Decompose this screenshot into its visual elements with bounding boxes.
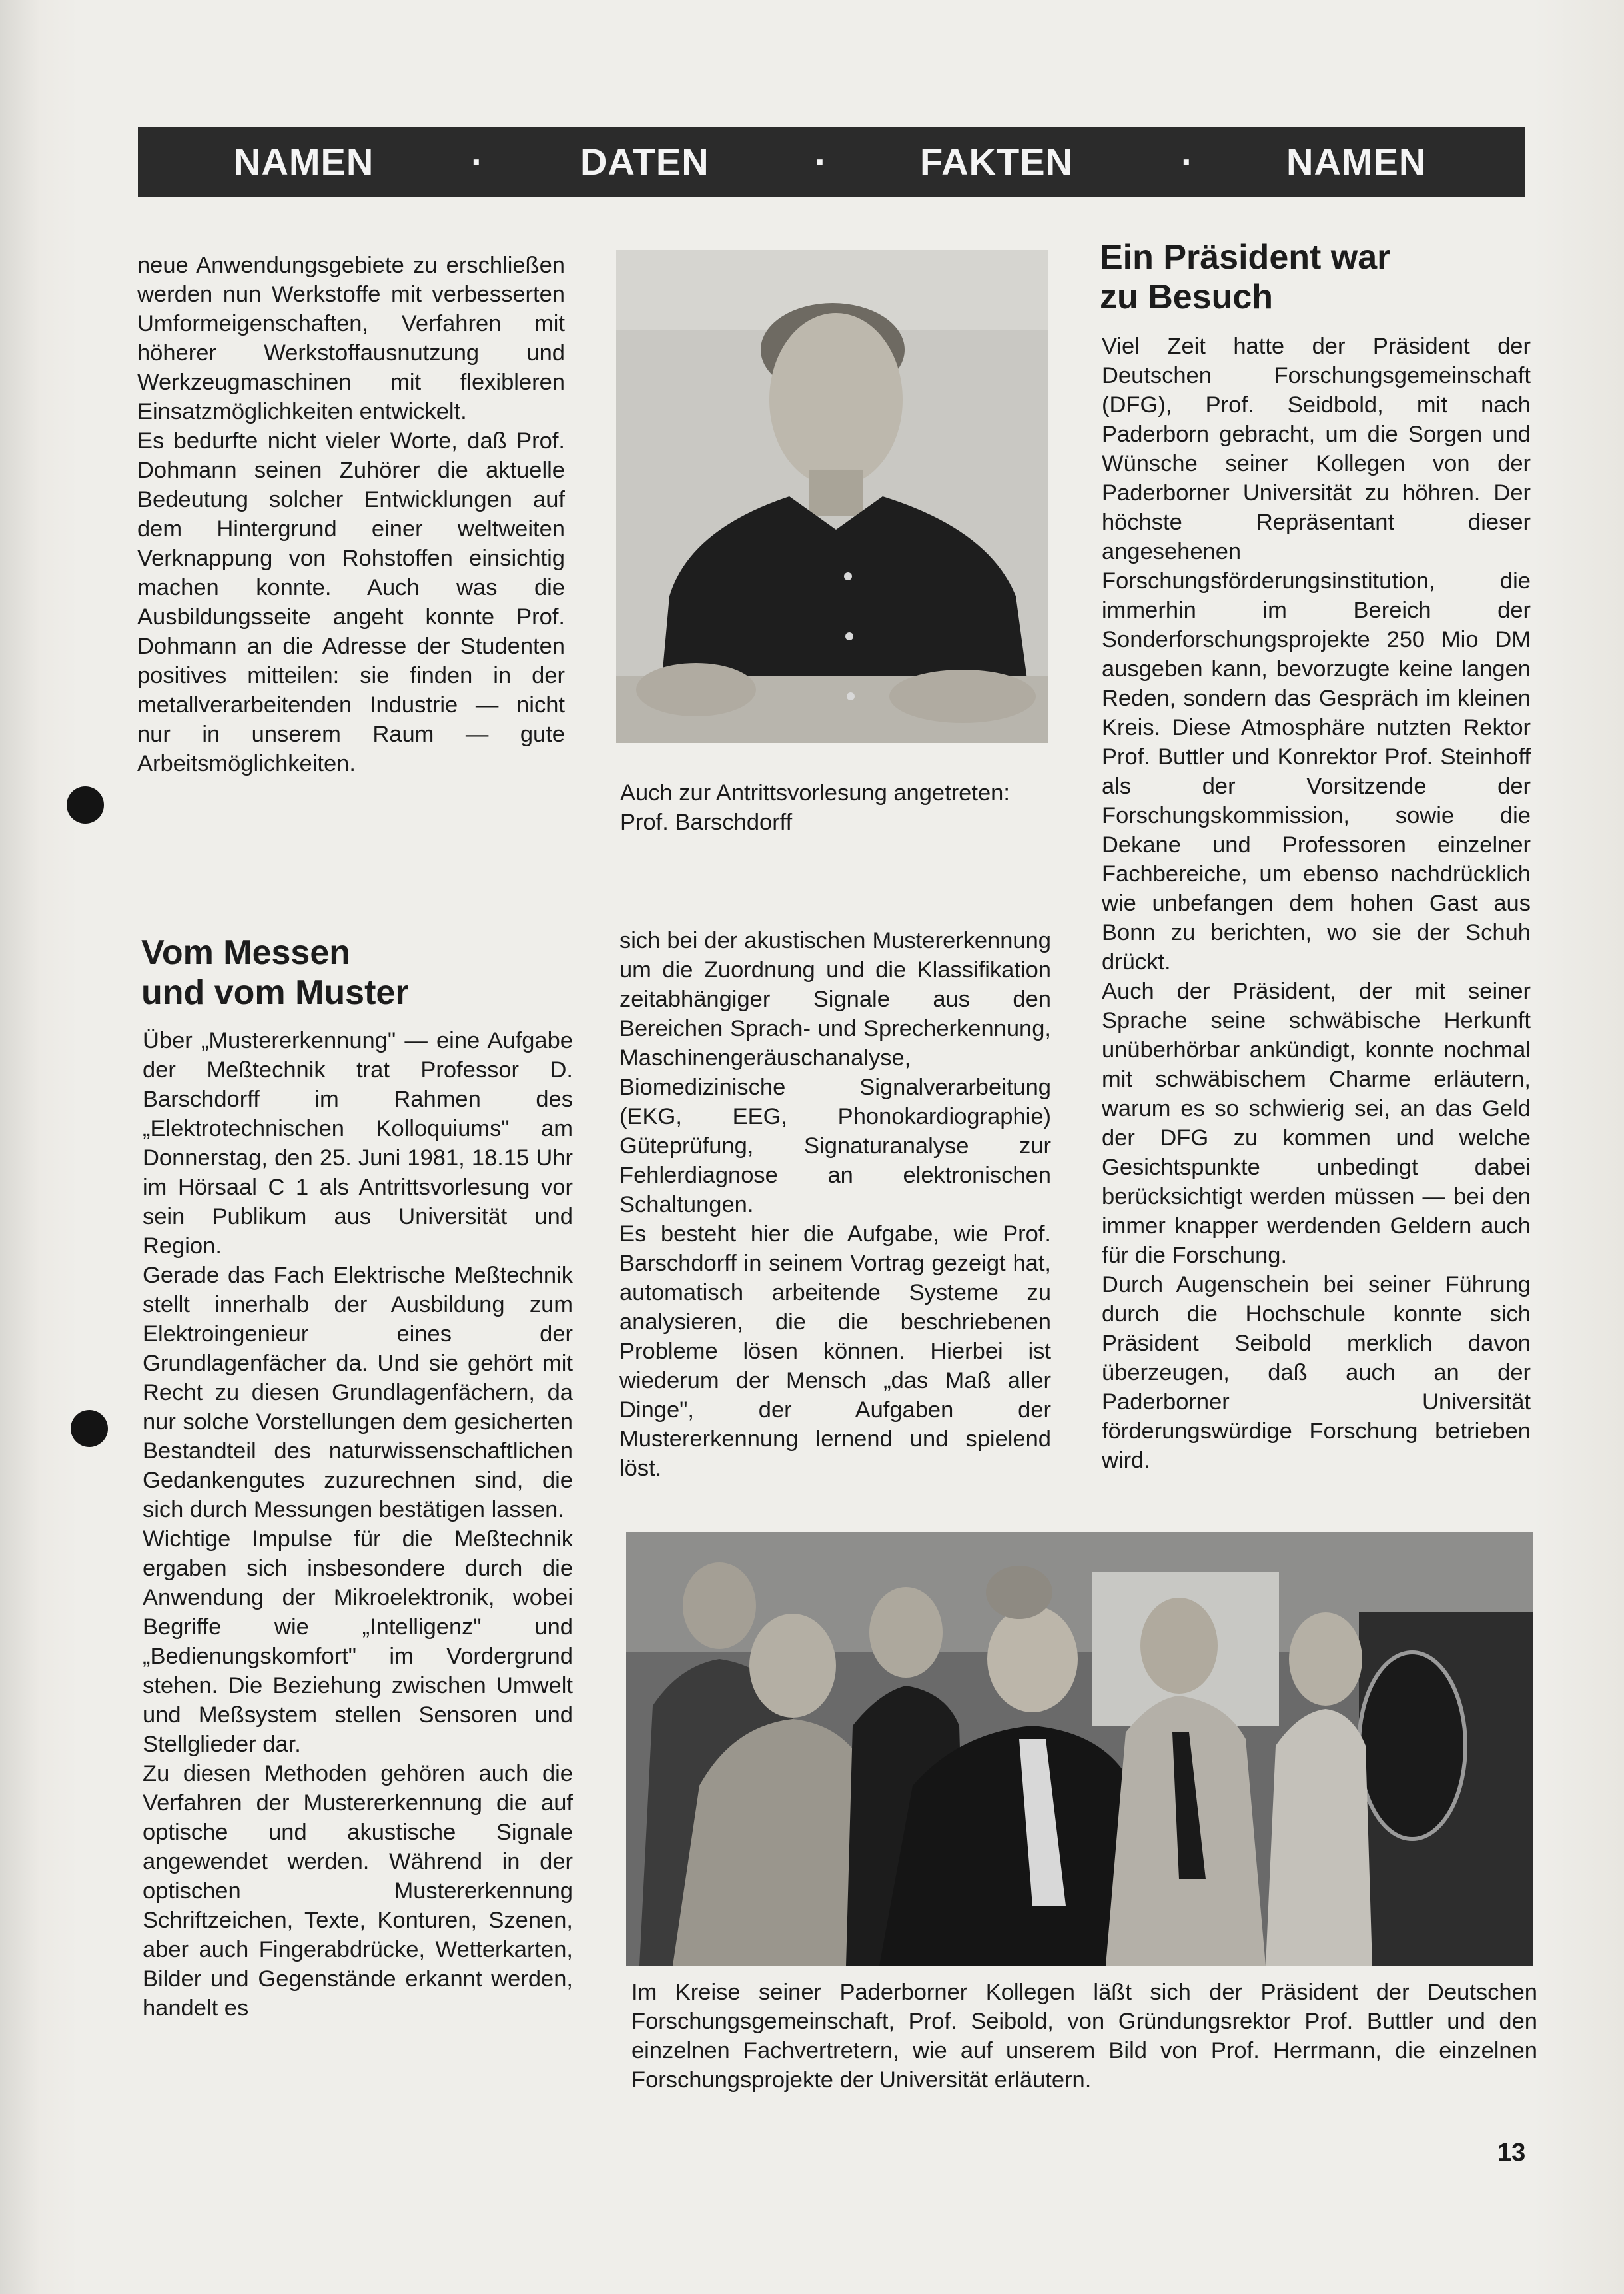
headline-line: und vom Muster	[141, 973, 409, 1012]
article-messen-continuation	[619, 926, 1051, 1483]
headline-line: zu Besuch	[1100, 278, 1274, 316]
headline-line: Ein Präsident war	[1100, 238, 1391, 277]
paragraph: Es besteht hier die Aufgabe, wie Prof. Barschdorff in seinem Vortrag gezeigt hat, automatisch arbeitende Systeme zu analysieren, die die beschriebenen Probleme lösen können. Hierbei ist wiederum der Mensch „das Maß aller Dinge", der Aufgaben der Mustererkennung lernend und spielend löst.	[619, 1221, 1051, 1481]
headline-line: Vom Messen	[141, 933, 351, 972]
paragraph: Es bedurfte nicht vieler Worte, daß Prof. Dohmann seinen Zuhörer die aktuelle Bedeutung solcher Entwicklungen auf dem Hintergrund einer weltweiten Verknappung von Rohstoffen einsichtig machen konnte. Auch was die Ausbildungsseite angeht konnte Prof. Dohmann an die Adresse der Studenten positives mitteilen: sie finden in der metallverarbeitenden Industrie — nicht nur in unserem Raum — gute Arbeitsmöglichkeiten.	[137, 428, 565, 776]
paragraph: Gerade das Fach Elektrische Meßtechnik stellt innerhalb der Ausbildung zum Elektroingenieur eines der Grundlagenfächer da. Und sie gehört mit Recht zu diesen Grundlagenfächern, da nur solche Vorstellungen dem gesicherten Bestandteil des naturwissenschaftlichen Gedankengutes zuzurechnen sind, die sich durch Messungen bestätigen lassen.	[143, 1263, 573, 1522]
portrait-image	[616, 250, 1048, 743]
header-separator: ·	[1181, 141, 1194, 183]
paragraph: Zu diesen Methoden gehören auch die Verfahren der Mustererkennung die auf optische und akustische Signale angewendet werden. Während in der optischen Mustererkennung Schriftzeichen, Texte, Konturen, Szenen, aber auch Fingerabdrücke, Wetterkarten, Bilder und Gegenstände erkannt werden, handelt es	[143, 1761, 573, 2021]
header-item-daten: DATEN	[580, 141, 709, 183]
header-item-namen-2: NAMEN	[1286, 141, 1427, 183]
portrait-photo	[616, 250, 1048, 743]
group-image	[626, 1532, 1533, 1966]
group-photo	[626, 1532, 1533, 1966]
paragraph: Viel Zeit hatte der Präsident der Deutschen Forschungsgemeinschaft (DFG), Prof. Seidbold, mit nach Paderborn gebracht, um die Sorgen und Wünsche seiner Kollegen von der Paderborner Universität zu höhren. Der höchste Repräsentant dieser angesehenen Forschungsförderungsinstitution, die immerhin im Bereich der Sonderforschungsprojekte 250 Mio DM ausgeben kann, bevorzugte keine langen Reden, sondern das Gespräch im kleinen Kreis. Diese Atmosphäre nutzten Rektor Prof. Buttler und Konrektor Prof. Steinhoff als der Vorsitzende der Forschungskommission, sowie die Dekane und Professoren einzelner Fachbereiche, um ebenso nachdrücklich wie unbefangen dem hohen Gast aus Bonn zu berichten, wo sie der Schuh drückt.	[1102, 334, 1531, 975]
section-header-bar	[138, 127, 1525, 197]
article-messen-headline	[141, 933, 568, 1013]
paragraph: neue Anwendungsgebiete zu erschließen werden nun Werkstoffe mit verbesserten Umformeigenschaften, Verfahren mit höherer Werkstoffausnutzung und Werkzeugmaschinen mit flexibleren Einsatzmöglichkeiten entwickelt.	[137, 253, 565, 424]
article-praesident-headline	[1100, 237, 1526, 317]
punch-hole-bottom	[71, 1410, 108, 1447]
paragraph: Über „Mustererkennung" — eine Aufgabe der Meßtechnik trat Professor D. Barschdorff im Rahmen des „Elektrotechnischen Kolloquiums" am Donnerstag, den 25. Juni 1981, 18.15 Uhr im Hörsaal C 1 als Antrittsvorlesung vor sein Publikum aus Universität und Region.	[143, 1028, 573, 1259]
group-photo-caption: Im Kreise seiner Paderborner Kollegen läßt sich der Präsident der Deutschen Forschungsgemeinschaft, Prof. Seibold, von Gründungsrektor Prof. Buttler und den einzelnen Fachvertretern, wie auf unserem Bild von Prof. Herrmann, die einzelnen Forschungsprojekte der Universität erläutern.	[631, 1980, 1537, 2093]
page-number: 13	[1497, 2139, 1526, 2167]
paragraph: Auch der Präsident, der mit seiner Sprache seine schwäbische Herkunft unüberhörbar ankündigt, konnte nochmal mit schwäbischem Charme erläutern, warum es so schwierig sei, an das Geld der DFG zu kommen und welche Gesichtspunkte unbedingt dabei berücksichtigt werden müssen — bei den immer knapper werdenden Geldern auch für die Forschung.	[1102, 979, 1531, 1268]
paragraph: Wichtige Impulse für die Meßtechnik ergaben sich insbesondere durch die Anwendung der Mikroelektronik, wobei Begriffe wie „Intelligenz" und „Bedienungskomfort" im Vordergrund stehen. Die Beziehung zwischen Umwelt und Meßsystem stellen Sensoren und Stellglieder dar.	[143, 1526, 573, 1757]
header-item-fakten: FAKTEN	[920, 141, 1073, 183]
paragraph: sich bei der akustischen Mustererkennung um die Zuordnung und die Klassifikation zeitabhängiger Signale aus den Bereichen Sprach- und Sprecherkennung, Maschinengeräuschanalyse, Biomedizinische Signalverarbeitung (EKG, EEG, Phonokardiographie) Güteprüfung, Signaturanalyse zur Fehlerdiagnose an elektronischen Schaltungen.	[619, 928, 1051, 1217]
paragraph: Durch Augenschein bei seiner Führung durch die Hochschule konnte sich Präsident Seibold merklich davon überzeugen, daß auch an der Paderborner Universität förderungswürdige Forschung betrieben wird.	[1102, 1272, 1531, 1473]
header-separator: ·	[471, 141, 484, 183]
article-messen-body	[143, 1026, 573, 2023]
header-separator: ·	[815, 141, 828, 183]
article-praesident-body	[1102, 332, 1531, 1475]
punch-hole-top	[67, 786, 104, 824]
portrait-caption: Auch zur Antrittsvorlesung angetreten: Prof. Barschdorff	[620, 780, 1010, 835]
header-item-namen-1: NAMEN	[234, 141, 374, 183]
column1-top-text	[137, 251, 565, 778]
